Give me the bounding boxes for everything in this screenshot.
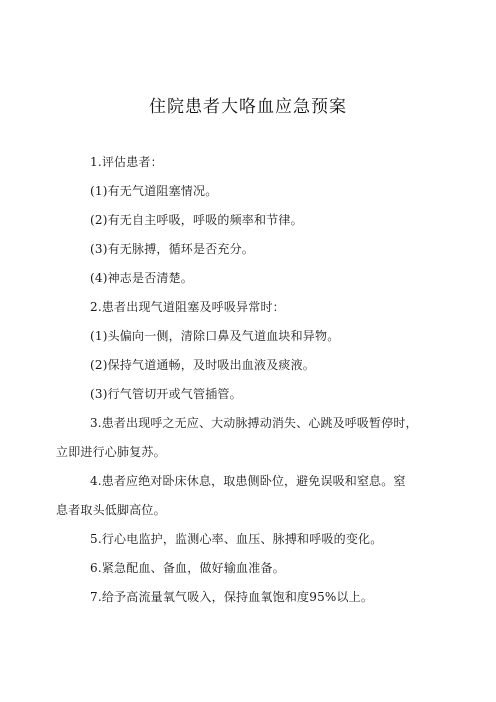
paragraph-line: 息者取头低脚高位。 [56,503,166,517]
paragraph-line: 5.行心电监护，监测心率、血压、脉搏和呼吸的变化。 [90,532,383,546]
section-heading: 1.评估患者： [90,155,163,169]
document-title: 住院患者大咯血应急预案 [149,97,347,117]
paragraph-line: 3.患者出现呼之无应、大动脉搏动消失、心跳及呼吸暂停时， [90,416,418,430]
list-item: (3)有无脉搏，循环是否充分。 [90,242,254,256]
list-item: (3)行气管切开或气管插管。 [90,387,242,401]
list-item: (1)头偏向一侧，清除口鼻及气道血块和异物。 [90,329,340,343]
list-item: (2)有无自主呼吸，呼吸的频率和节律。 [90,213,303,227]
document-body [56,148,426,612]
paragraph-line: 6.紧急配血、备血，做好输血准备。 [90,561,285,575]
paragraph-line: 4.患者应绝对卧床休息，取患侧卧位，避免误吸和窒息。窒 [90,474,406,488]
list-item: (4)神志是否清楚。 [90,271,193,285]
paragraph-line: 立即进行心肺复苏。 [56,445,166,459]
paragraph-line: 7.给予高流量氧气吸入，保持血氧饱和度95%以上。 [90,590,374,604]
list-item: (2)保持气道通畅，及时吸出血液及痰液。 [90,358,315,372]
list-item: (1)有无气道阻塞情况。 [90,184,218,198]
section-heading: 2.患者出现气道阻塞及呼吸异常时： [90,300,285,314]
